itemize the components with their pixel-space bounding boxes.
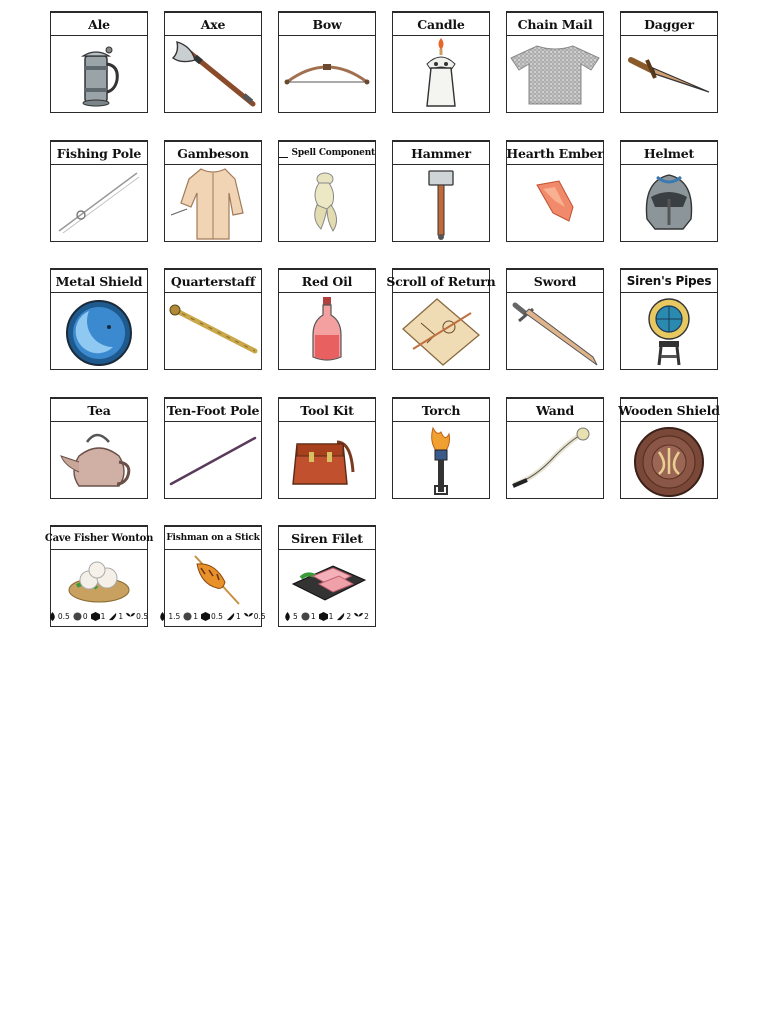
blank-line xyxy=(279,149,288,158)
feather-icon xyxy=(336,612,345,621)
stat-value: 5 xyxy=(293,611,298,621)
item-card[interactable] xyxy=(506,11,604,113)
stat-value: 2 xyxy=(364,611,369,621)
sirens-pipes-icon xyxy=(621,293,717,370)
card-title: Metal Shield xyxy=(51,270,147,293)
card-title: Chain Mail xyxy=(507,13,603,36)
ale-tankard-icon xyxy=(51,36,147,113)
bow-icon xyxy=(279,36,375,113)
card-title: Siren Filet xyxy=(279,527,375,550)
item-card[interactable] xyxy=(50,11,148,113)
sprout-icon xyxy=(354,612,363,621)
coin-icon xyxy=(73,612,82,621)
dagger-icon xyxy=(621,36,717,113)
item-card[interactable] xyxy=(392,11,490,113)
card-title-text: Spell Component xyxy=(291,148,375,158)
card-title: Fishman on a Stick xyxy=(165,527,261,550)
item-card[interactable] xyxy=(164,11,262,113)
wand-icon xyxy=(507,422,603,499)
card-title: Helmet xyxy=(621,142,717,165)
item-card[interactable] xyxy=(278,525,376,627)
item-card[interactable] xyxy=(392,397,490,499)
teapot-icon xyxy=(51,422,147,499)
cube-icon xyxy=(319,612,328,621)
card-title: Hearth Ember xyxy=(507,142,603,165)
item-card[interactable] xyxy=(278,397,376,499)
drop-icon xyxy=(48,612,57,621)
torch-icon xyxy=(393,422,489,499)
card-title: Fishing Pole xyxy=(51,142,147,165)
axe-icon xyxy=(165,36,261,113)
metal-shield-icon xyxy=(51,293,147,370)
item-card[interactable] xyxy=(278,11,376,113)
wooden-shield-icon xyxy=(621,422,717,499)
food-stats xyxy=(279,609,375,623)
card-title: Quarterstaff xyxy=(165,270,261,293)
stat-value: 0.5 xyxy=(57,611,70,621)
card-title: Red Oil xyxy=(279,270,375,293)
card-title: Ale xyxy=(51,13,147,36)
card-title: Axe xyxy=(165,13,261,36)
red-oil-icon xyxy=(279,293,375,370)
spell-component-icon xyxy=(279,165,375,242)
candle-icon xyxy=(393,36,489,113)
item-card[interactable] xyxy=(506,397,604,499)
card-title: Tool Kit xyxy=(279,399,375,422)
fish-skewer-icon xyxy=(165,550,261,608)
scroll-icon xyxy=(393,293,489,370)
filet-icon xyxy=(279,550,375,608)
card-title: Torch xyxy=(393,399,489,422)
card-title: Wand xyxy=(507,399,603,422)
stat-value: 1 xyxy=(235,611,241,621)
sprout-icon xyxy=(244,612,253,621)
card-title: Sword xyxy=(507,270,603,293)
stat-value: 0 xyxy=(82,611,88,621)
hearth-ember-icon xyxy=(507,165,603,242)
feather-icon xyxy=(108,612,117,621)
fishing-pole-icon xyxy=(51,165,147,242)
stat-value: 1 xyxy=(328,611,334,621)
item-card[interactable] xyxy=(386,268,496,370)
item-card[interactable] xyxy=(620,397,718,499)
pole-icon xyxy=(165,422,261,499)
stat-value: 1 xyxy=(310,611,316,621)
card-title: Tea xyxy=(51,399,147,422)
item-card[interactable] xyxy=(620,268,718,370)
drop-icon xyxy=(158,612,167,621)
tool-kit-bag-icon xyxy=(279,422,375,499)
item-card[interactable] xyxy=(164,140,262,242)
cube-icon xyxy=(201,612,210,621)
stat-value: 1 xyxy=(118,611,124,621)
card-title: Wooden Shield xyxy=(621,399,717,422)
card-title: Cave Fisher Wonton xyxy=(51,527,147,550)
card-title: Candle xyxy=(393,13,489,36)
item-card[interactable] xyxy=(278,140,376,242)
card-title: Scroll of Return xyxy=(393,270,489,293)
sword-icon xyxy=(507,293,603,370)
feather-icon xyxy=(226,612,235,621)
item-card[interactable] xyxy=(50,140,148,242)
stat-value: 0.5 xyxy=(136,611,149,621)
stat-value: 2 xyxy=(346,611,352,621)
stat-value: 1.5 xyxy=(168,611,181,621)
quarterstaff-icon xyxy=(165,293,261,370)
stat-value: 1 xyxy=(100,611,106,621)
item-card[interactable] xyxy=(164,268,262,370)
stat-value: 1 xyxy=(193,611,199,621)
item-card[interactable] xyxy=(164,397,262,499)
item-card[interactable] xyxy=(50,268,148,370)
item-card[interactable] xyxy=(44,525,154,627)
stat-value: 0.5 xyxy=(211,611,223,621)
coin-icon xyxy=(301,612,310,621)
card-title: Dagger xyxy=(621,13,717,36)
chain-mail-icon xyxy=(507,36,603,113)
item-card[interactable] xyxy=(506,140,604,242)
card-title xyxy=(279,142,375,165)
item-card[interactable] xyxy=(50,397,148,499)
card-title: Ten-Foot Pole xyxy=(165,399,261,422)
wonton-icon xyxy=(51,550,147,608)
sprout-icon xyxy=(126,612,135,621)
hammer-icon xyxy=(393,165,489,242)
card-title: Hammer xyxy=(393,142,489,165)
item-card[interactable] xyxy=(620,140,718,242)
helmet-icon xyxy=(621,165,717,242)
gambeson-icon xyxy=(165,165,261,242)
cube-icon xyxy=(91,612,100,621)
item-card[interactable] xyxy=(164,525,266,627)
card-title: Bow xyxy=(279,13,375,36)
drop-icon xyxy=(283,612,292,621)
stat-value: 0.5 xyxy=(253,611,266,621)
coin-icon xyxy=(183,612,192,621)
item-card[interactable] xyxy=(620,11,718,113)
item-card[interactable] xyxy=(278,268,376,370)
card-title: Siren's Pipes xyxy=(621,270,717,293)
food-stats xyxy=(51,609,147,623)
item-card[interactable] xyxy=(506,268,604,370)
item-card[interactable] xyxy=(392,140,490,242)
food-stats xyxy=(165,609,266,623)
card-title: Gambeson xyxy=(165,142,261,165)
